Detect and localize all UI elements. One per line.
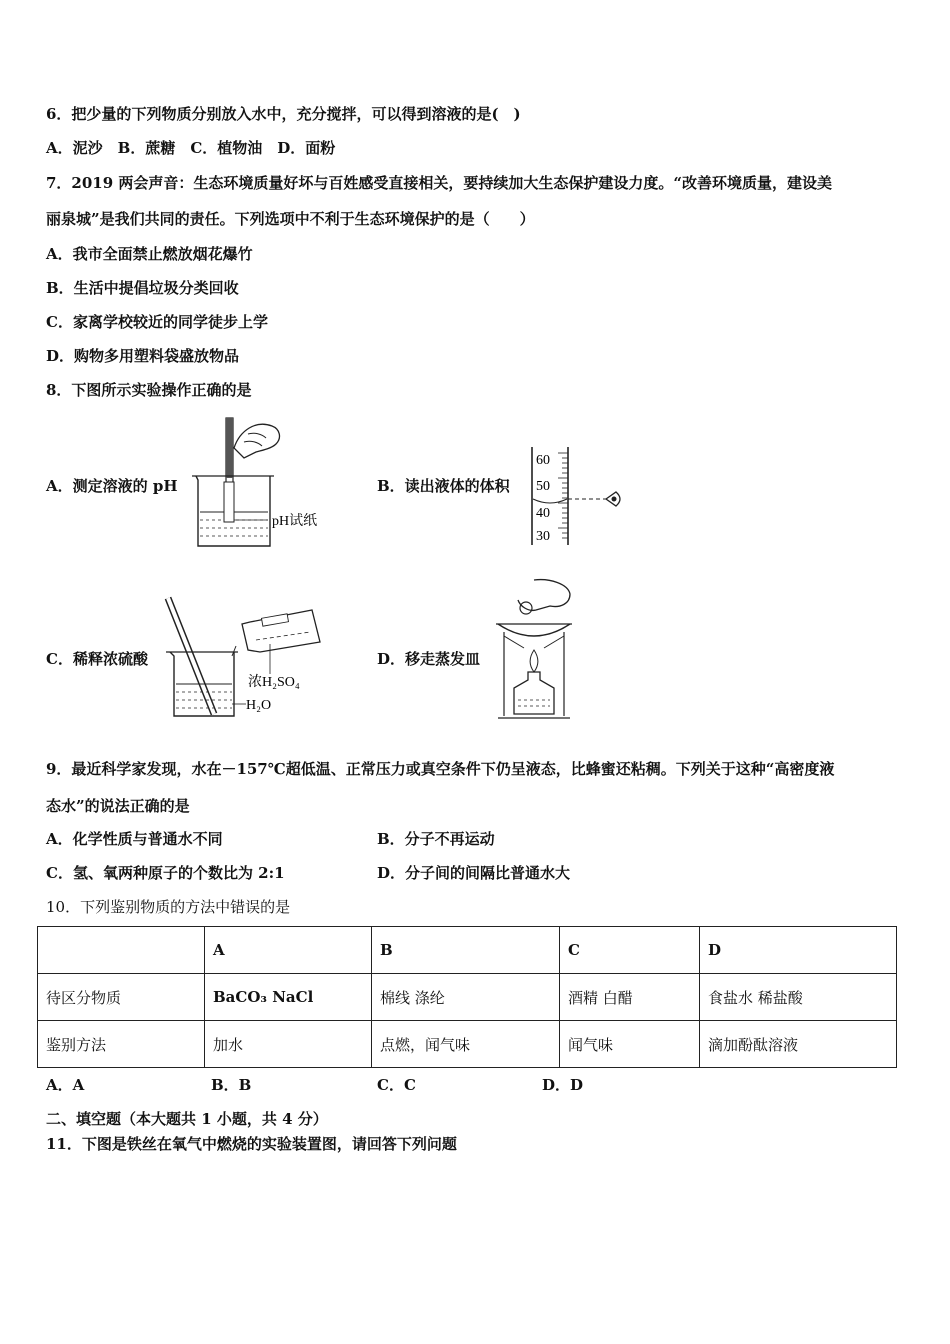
table-cell: 闻气味: [559, 1021, 699, 1068]
water-label: H₂O: [246, 698, 272, 713]
q8-option-d: D．移走蒸发皿: [377, 650, 481, 668]
q8-option-b: B．读出液体的体积: [377, 477, 510, 495]
ph-paper-label: pH试纸: [272, 514, 318, 529]
q9-stem-line1: 9．最近科学家发现，水在－157℃超低温、正常压力或真空条件下仍呈液态，比蜂蜜还粘稠。下列关于这种“高密度液: [46, 760, 835, 778]
q8-stem: 8．下图所示实验操作正确的是: [46, 381, 252, 399]
table-cell: A: [205, 927, 372, 974]
q7-option-b: B．生活中提倡垃圾分类回收: [46, 279, 239, 297]
acid-label: 浓H₂SO₄: [248, 675, 300, 690]
table-row: [38, 974, 897, 1021]
q10-stem: 10．下列鉴别物质的方法中错误的是: [46, 898, 291, 916]
table-row: [38, 1021, 897, 1068]
tick-40: 40: [536, 506, 550, 521]
table-cell: 加水: [205, 1021, 372, 1068]
table-cell: 鉴别方法: [38, 1021, 205, 1068]
q8-option-c: C．稀释浓硫酸: [46, 650, 148, 668]
tick-30: 30: [536, 529, 550, 544]
section-heading: 二、填空题（本大题共 1 小题，共 4 分）: [46, 1110, 328, 1128]
q7-option-d: D．购物多用塑料袋盛放物品: [46, 347, 240, 365]
q10-table: [37, 926, 897, 1068]
q7-option-c: C．家离学校较近的同学徒步上学: [46, 313, 268, 331]
ph-test-figure: [188, 412, 338, 554]
cylinder-reading-figure: [520, 445, 640, 549]
q9-option-a: A．化学性质与普通水不同: [46, 830, 223, 848]
table-row: [38, 927, 897, 974]
table-cell: 待区分物质: [38, 974, 205, 1021]
table-cell: [38, 927, 205, 974]
q9-stem-line2: 态水”的说法正确的是: [46, 797, 190, 815]
q10-option-a: A．A: [46, 1076, 85, 1094]
q6-stem: 6．把少量的下列物质分别放入水中，充分搅拌，可以得到溶液的是( ): [46, 105, 521, 123]
q10-option-b: B．B: [211, 1076, 252, 1094]
tick-60: 60: [536, 453, 550, 468]
table-cell: BaCO₃ NaCl: [205, 974, 372, 1021]
table-cell: C: [559, 927, 699, 974]
q10-option-d: D．D: [542, 1076, 584, 1094]
table-cell: 滴加酚酞溶液: [699, 1021, 896, 1068]
table-cell: B: [372, 927, 560, 974]
table-cell: 点燃，闻气味: [372, 1021, 560, 1068]
q7-stem-line2: 丽泉城”是我们共同的责任。下列选项中不利于生态环境保护的是（ ）: [46, 210, 535, 228]
q8-option-a: A．测定溶液的 pH: [46, 477, 178, 495]
q9-option-b: B．分子不再运动: [377, 830, 495, 848]
q11-stem: 11．下图是铁丝在氧气中燃烧的实验装置图，请回答下列问题: [46, 1135, 457, 1153]
evaporating-dish-figure: [484, 576, 584, 726]
q9-option-c: C．氢、氧两种原子的个数比为 2:1: [46, 864, 285, 882]
table-cell: D: [699, 927, 896, 974]
q10-option-c: C．C: [377, 1076, 416, 1094]
q7-option-a: A．我市全面禁止燃放烟花爆竹: [46, 245, 253, 263]
q6-options: A．泥沙 B．蔗糖 C．植物油 D．面粉: [46, 139, 336, 157]
q9-option-d: D．分子间的间隔比普通水大: [377, 864, 571, 882]
table-cell: 酒精 白醋: [559, 974, 699, 1021]
dilute-acid-figure: [160, 594, 330, 722]
q7-stem-line1: 7．2019 两会声音：生态环境质量好坏与百姓感受直接相关，要持续加大生态保护建设力度。“改善环境质量，建设美: [46, 174, 833, 192]
tick-50: 50: [536, 479, 550, 494]
table-cell: 棉线 涤纶: [372, 974, 560, 1021]
table-cell: 食盐水 稀盐酸: [699, 974, 896, 1021]
